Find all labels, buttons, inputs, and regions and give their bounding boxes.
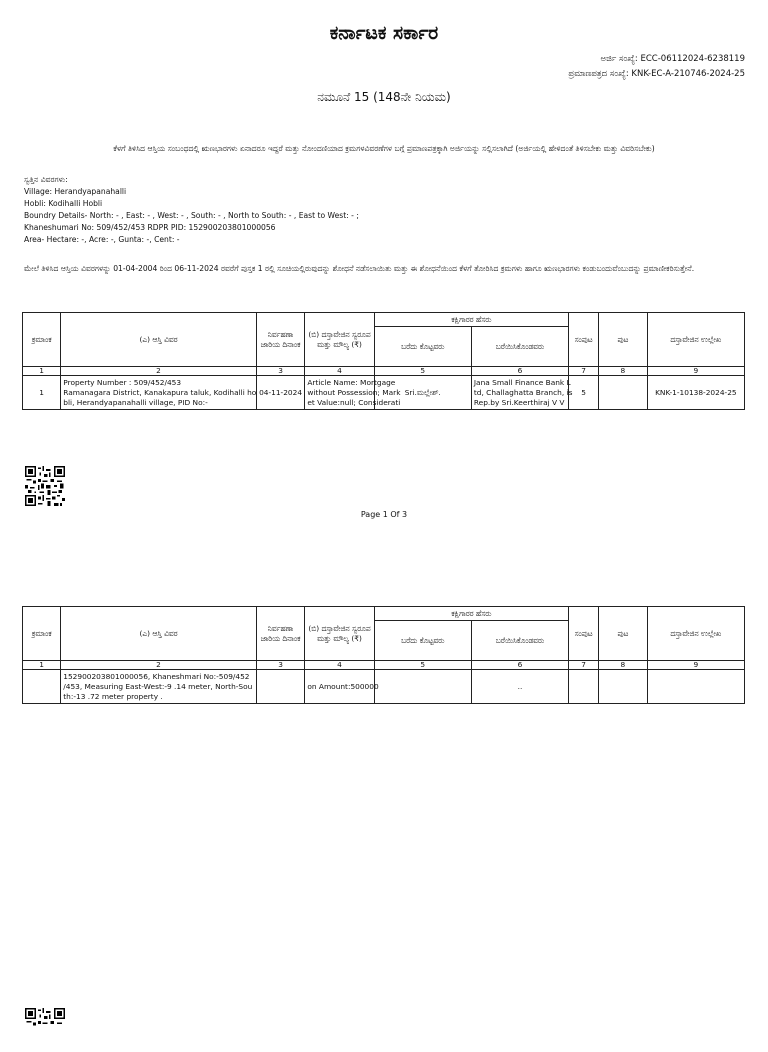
column-number: 8 <box>599 661 648 670</box>
row-page <box>599 376 648 410</box>
column-number: 8 <box>599 367 648 376</box>
row-nature-line: et Value:null; Considerati <box>307 397 401 407</box>
header-claimant: ಬರೆಯಿಸಿಕೊಂಡವರು <box>471 327 568 367</box>
encumbrance-table-page-2 <box>22 606 745 704</box>
column-number: 7 <box>569 661 599 670</box>
row-property-line: Property Number : 509/452/453 <box>63 377 182 387</box>
property-details <box>24 174 359 246</box>
row-serial <box>23 670 61 704</box>
property-details-heading: ಸ್ವತ್ತಿನ ವಿವರಗಳು: <box>24 175 68 184</box>
header-parties: ಕಕ್ಷಿಗಾರರ ಹೆಸರು <box>374 313 568 327</box>
header-exec-date: ನಿರ್ವಹಣಾ ಜಾರಿಯ ದಿನಾಂಕ <box>256 313 305 367</box>
header-serial: ಕ್ರಮಾಂಕ <box>23 313 61 367</box>
header-doc-nature: (ಬಿ) ದಸ್ತಾವೇಜಿನ ಸ್ವರೂಪ ಮತ್ತು ಮೌಲ್ಯ (₹) <box>305 607 374 661</box>
encumbrance-table-page-1 <box>22 312 745 410</box>
column-number: 4 <box>305 661 374 670</box>
khaneshumari-number: Khaneshumari No: 509/452/453 RDPR PID: 152900203801000056 <box>24 223 276 232</box>
column-number: 3 <box>256 661 305 670</box>
row-property <box>61 670 256 704</box>
header-page: ಪುಟ <box>599 607 648 661</box>
header-property: (ಎ) ಆಸ್ತಿ ವಿವರ <box>61 313 256 367</box>
column-number: 9 <box>647 367 744 376</box>
row-executant: Sri.ಮಲ್ಲೇಶ್. <box>374 376 471 410</box>
column-number: 5 <box>374 367 471 376</box>
row-nature <box>305 670 379 704</box>
table-row <box>23 376 745 410</box>
row-claimant <box>471 670 568 704</box>
row-property-line: /453, Measuring East-West:-9 .14 meter, North-Sou <box>63 681 253 691</box>
column-number: 2 <box>61 367 256 376</box>
header-executant: ಬರೆದು ಕೊಟ್ಟವರು <box>374 327 471 367</box>
row-serial: 1 <box>23 376 61 410</box>
row-property-line: bli, Herandyapanahalli village, PID No:- <box>63 397 208 407</box>
qr-code-icon <box>25 1008 65 1024</box>
row-date <box>256 670 305 704</box>
row-claimant-line: Rep.by Sri.Keerthiraj V V <box>473 397 565 407</box>
hobli: Hobli: Kodihalli Hobli <box>24 199 103 208</box>
row-date: 04-11-2024 <box>256 376 305 410</box>
header-exec-date: ನಿರ್ವಹಣಾ ಜಾರಿಯ ದಿನಾಂಕ <box>256 607 305 661</box>
column-number: 6 <box>471 367 568 376</box>
header-doc-ref: ದಸ್ತಾವೇಜಿನ ಉಲ್ಲೇಖ <box>647 313 744 367</box>
page-title: ಕರ್ನಾಟಕ ಸರ್ಕಾರ <box>329 22 439 44</box>
header-claimant: ಬರೆಯಿಸಿಕೊಂಡವರು <box>471 621 568 661</box>
header-doc-nature: (ಬಿ) ದಸ್ತಾವೇಜಿನ ಸ್ವರೂಪ ಮತ್ತು ಮೌಲ್ಯ (₹) <box>305 313 374 367</box>
row-nature <box>305 376 401 410</box>
form-title: ನಮೂನೆ 15 (148ನೇ ನಿಯಮ) <box>317 90 451 104</box>
column-number: 2 <box>61 661 256 670</box>
intro-text: ಕೆಳಗೆ ತಿಳಿಸಿದ ಆಸ್ತಿಯ ಸಂಬಂಧದಲ್ಲಿ ಋಣಭಾರಗಳು ಏನಾದರೂ ಇದ್ದರೆ ಮತ್ತು ನೋಂದಣಿಯಾದ ಕ್ರಮಗಳವಿವರಣೆಗಳ ಬಗ್ಗೆ ಪ್ರಮಾಣಪತ್ರಕ್ಕಾಗಿ ಅರ್ಜಿಯನ್ನು ಸಲ್ಲಿಸಲಾಗಿದೆ (ಅರ್ಜಿಯಲ್ಲಿ ಹೇಳಿದಂತೆ ತಿಳಿಸಬೇಕು ಮತ್ತು ವಿವರಿಸಬೇಕು) <box>113 144 655 153</box>
certificate-number: ಪ್ರಮಾಣಪತ್ರದ ಸಂಖ್ಯೆ: KNK-EC-A-210746-2024-25 <box>568 69 745 79</box>
column-number: 4 <box>305 367 374 376</box>
column-number: 9 <box>647 661 744 670</box>
row-nature-line: Article Name: Mortgage <box>307 377 396 387</box>
row-claimant-line: Jana Small Finance Bank L <box>473 377 571 387</box>
application-number: ಅರ್ಜಿ ಸಂಖ್ಯೆ: ECC-06112024-6238119 <box>600 54 745 64</box>
qr-code-graphic <box>25 466 65 506</box>
row-claimant <box>471 376 573 410</box>
row-property <box>61 376 256 410</box>
header-volume: ಸಂಪುಟ <box>569 607 599 661</box>
row-doc-ref <box>647 670 744 704</box>
row-property-line: th:-13 .72 meter property . <box>63 691 163 701</box>
column-number: 5 <box>374 661 471 670</box>
qr-code-icon <box>25 466 65 510</box>
header-property: (ಎ) ಆಸ್ತಿ ವಿವರ <box>61 607 256 661</box>
row-claimant-line: td, Challaghatta Branch, is <box>473 387 573 397</box>
column-number: 3 <box>256 367 305 376</box>
page-number: Page 1 Of 3 <box>360 510 408 519</box>
column-number: 7 <box>569 367 599 376</box>
header-executant: ಬರೆದು ಕೊಟ್ಟವರು <box>374 621 471 661</box>
column-number-row <box>23 661 745 670</box>
village: Village: Herandyapanahalli <box>24 187 127 196</box>
encumbrance-table <box>22 312 745 410</box>
header-serial: ಕ್ರಮಾಂಕ <box>23 607 61 661</box>
row-volume <box>569 670 599 704</box>
row-executant <box>374 670 471 704</box>
row-page <box>599 670 648 704</box>
boundary-details: Boundry Details- North: - , East: - , West: - , South: - , North to South: - , East to West: - ; <box>24 211 359 220</box>
encumbrance-table <box>22 606 745 704</box>
header-parties: ಕಕ್ಷಿಗಾರರ ಹೆಸರು <box>374 607 568 621</box>
row-nature-line: on Amount:500000 <box>307 681 379 691</box>
header-page: ಪುಟ <box>599 313 648 367</box>
column-number: 1 <box>23 661 61 670</box>
row-property-line: Ramanagara District, Kanakapura taluk, Kodihalli ho <box>63 387 257 397</box>
row-doc-ref: KNK-1-10138-2024-25 <box>647 376 744 410</box>
area-details: Area- Hectare: -, Acre: -, Gunta: -, Cent: - <box>24 235 180 244</box>
table-row <box>23 670 745 704</box>
row-property-line: 152900203801000056, Khaneshmari No:-509/452 <box>63 671 250 681</box>
header-doc-ref: ದಸ್ತಾವೇಜಿನ ಉಲ್ಲೇಖ <box>647 607 744 661</box>
column-number: 1 <box>23 367 61 376</box>
certification-statement: ಮೇಲೆ ತಿಳಿಸಿದ ಆಸ್ತಿಯ ವಿವರಗಳನ್ನು 01-04-2004 ರಿಂದ 06-11-2024 ರವರೆಗೆ ಪುಸ್ತಕ 1 ರಲ್ಲಿ ಸೂಚಿಯಲ್ಲಿರುವುದನ್ನು ಶೋಧನೆ ನಡೆಸಲಾಯಿತು ಮತ್ತು ಈ ಶೋಧನೆಯಿಂದ ಕೆಳಗೆ ತೋರಿಸಿದ ಕ್ರಮಗಳು ಹಾಗೂ ಋಣಭಾರಗಳು ಕಂಡುಬಂದುವೆಂಬುದನ್ನು ಪ್ರಮಾಣೀಕರಿಸುತ್ತೇನೆ. <box>24 264 695 273</box>
qr-code-graphic <box>25 1008 65 1048</box>
row-claimant-line: .. <box>517 681 523 691</box>
row-volume: 5 <box>569 376 599 410</box>
column-number: 6 <box>471 661 568 670</box>
header-volume: ಸಂಪುಟ <box>569 313 599 367</box>
row-nature-line: without Possession; Mark <box>307 387 401 397</box>
reference-numbers <box>568 52 745 82</box>
column-number-row <box>23 367 745 376</box>
